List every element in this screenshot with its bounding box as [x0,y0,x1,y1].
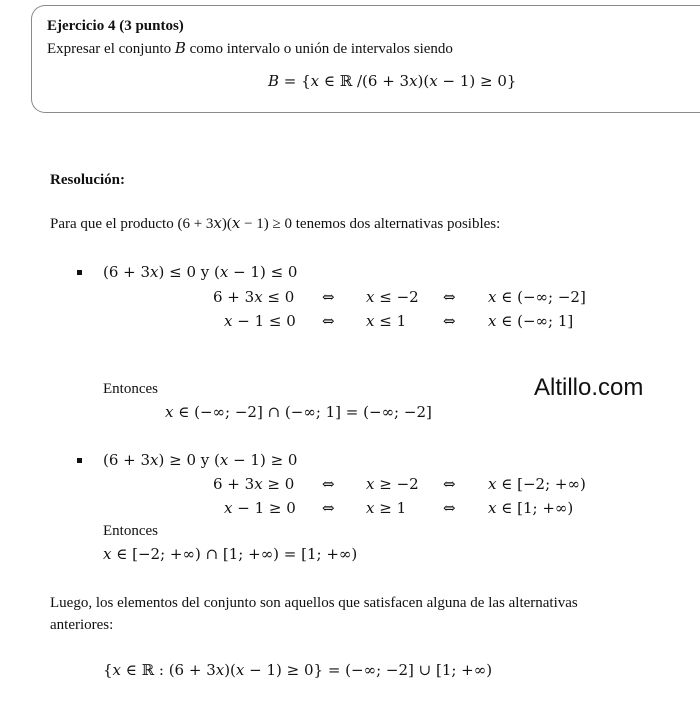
case1-row2-iff2: ⇔ [443,312,456,330]
case2-row2-ineq: 𝑥 − 1 ≥ 0 [224,499,296,517]
case2-bullet [77,458,82,463]
case2-row2-simple: 𝑥 ≥ 1 [366,499,407,517]
case2-row2-iff1: ⇔ [322,499,335,517]
case2-row1-ineq: 6 + 3𝑥 ≥ 0 [213,475,295,493]
case2-row1-iff2: ⇔ [443,475,456,493]
case2-condition: (6 + 3𝑥) ≥ 0 y (𝑥 − 1) ≥ 0 [103,451,298,469]
case1-condition: (6 + 3𝑥) ≤ 0 y (𝑥 − 1) ≤ 0 [103,263,298,281]
case1-row1-iff2: ⇔ [443,288,456,306]
case1-row1-interval: 𝑥 ∈ (−∞; −2] [488,288,586,306]
case2-row2-iff2: ⇔ [443,499,456,517]
case2-row1-iff1: ⇔ [322,475,335,493]
case1-row1-ineq: 6 + 3𝑥 ≤ 0 [213,288,295,306]
resolution-heading: Resolución: [50,172,125,188]
case2-row2-interval: 𝑥 ∈ [1; +∞) [488,499,574,517]
case1-row2-simple: 𝑥 ≤ 1 [366,312,407,330]
resolution-intro: Para que el producto (6 + 3𝑥)(𝑥 − 1) ≥ 0 tenemos dos alternativas posibles: [50,216,501,232]
case2-row1-interval: 𝑥 ∈ [−2; +∞) [488,475,586,493]
case1-result: 𝑥 ∈ (−∞; −2] ∩ (−∞; 1] = (−∞; −2] [165,403,432,421]
case2-row1-simple: 𝑥 ≥ −2 [366,475,419,493]
case1-then: Entonces [103,381,158,397]
case2-then: Entonces [103,523,158,539]
set-definition: 𝐵 = {𝑥 ∈ ℝ /(6 + 3𝑥)(𝑥 − 1) ≥ 0} [268,72,517,90]
case1-row2-interval: 𝑥 ∈ (−∞; 1] [488,312,574,330]
exercise-statement: Expresar el conjunto 𝐵 como intervalo o unión de intervalos siendo [47,41,453,57]
exercise-title: Ejercicio 4 (3 puntos) [47,18,184,34]
case1-bullet [77,270,82,275]
case1-row2-iff1: ⇔ [322,312,335,330]
final-answer: {𝑥 ∈ ℝ : (6 + 3𝑥)(𝑥 − 1) ≥ 0} = (−∞; −2] ∪ [1; +∞) [103,661,493,679]
case2-result: 𝑥 ∈ [−2; +∞) ∩ [1; +∞) = [1; +∞) [103,545,358,563]
watermark: Altillo.com [534,374,644,401]
case1-row1-iff1: ⇔ [322,288,335,306]
conclusion-line1: Luego, los elementos del conjunto son aquellos que satisfacen alguna de las alternativas [50,595,578,611]
conclusion-line2: anteriores: [50,617,114,633]
case1-row1-simple: 𝑥 ≤ −2 [366,288,419,306]
case1-row2-ineq: 𝑥 − 1 ≤ 0 [224,312,296,330]
